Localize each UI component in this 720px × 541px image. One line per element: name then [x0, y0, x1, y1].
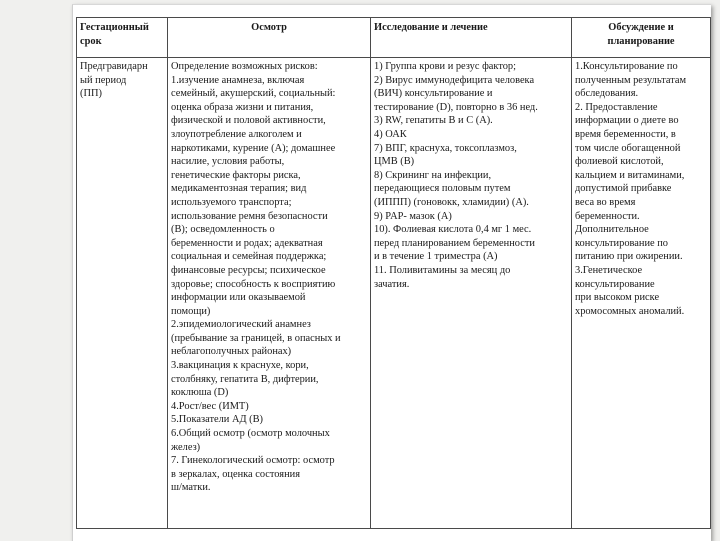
cell-line: беременности и родах; адекватная	[171, 237, 323, 249]
cell-line: 6.Общий осмотр (осмотр молочных	[171, 428, 330, 440]
cell-line: 1) Группа крови и резус фактор;	[374, 61, 517, 72]
cell-line: время беременности, в	[575, 128, 676, 140]
cell-line: наркотиками, курение (А); домашнее	[171, 142, 336, 154]
cell-line: передающиеся половым путем	[374, 183, 511, 195]
cell-line: 8) Скрининг на инфекции,	[374, 169, 492, 181]
cell-line: (ВИЧ) консультирование и	[374, 88, 493, 100]
cell-line: финансовые ресурсы; психическое	[171, 264, 326, 276]
pregravid-care-table	[76, 17, 711, 529]
cell-line: тестирование (D), повторно в 36 нед.	[374, 101, 538, 113]
table-row	[77, 58, 711, 529]
cell-line: 4) ОАК	[374, 128, 407, 140]
cell-research	[371, 58, 572, 529]
cell-line: допустимой прибавке	[575, 183, 672, 195]
cell-discussion	[572, 58, 711, 529]
cell-line: ый период	[80, 74, 127, 86]
header-discussion: Обсуждение и планирование	[572, 18, 711, 58]
cell-line: столбняку, гепатита В, дифтерии,	[171, 373, 319, 385]
cell-line: 9) PAP- мазок (А)	[374, 210, 452, 222]
cell-line: при высоком риске	[575, 292, 660, 304]
cell-line: и в течение 1 триместра (А)	[374, 251, 498, 263]
cell-line: медикаментозная терапия; вид	[171, 183, 307, 195]
cell-line: социальная и семейная поддержка;	[171, 251, 327, 263]
cell-line: зачатия.	[374, 278, 410, 290]
cell-line: 5.Показатели АД (В)	[171, 414, 263, 426]
cell-line: (ПП)	[80, 88, 102, 100]
cell-line: информации о диете во	[575, 115, 679, 127]
cell-line: физической и половой активности,	[171, 115, 326, 127]
document-page	[72, 4, 711, 541]
cell-line: Определение возможных рисков:	[171, 61, 318, 72]
header-exam: Осмотр	[168, 18, 371, 58]
cell-line: использование ремня безопасности	[171, 210, 328, 222]
cell-line: злоупотребление алкоголем и	[171, 128, 302, 140]
cell-line: желез)	[171, 441, 201, 453]
cell-line: Дополнительное	[575, 224, 649, 236]
header-term: Гестационный срок	[77, 18, 168, 58]
cell-term	[77, 58, 168, 529]
table-header-row	[77, 18, 711, 58]
cell-exam	[168, 58, 371, 529]
cell-line: 3.вакцинация к краснухе, кори,	[171, 360, 309, 372]
cell-line: веса во время	[575, 196, 636, 208]
cell-line: неблагополучных районах)	[171, 346, 292, 358]
cell-line: (В); осведомленность о	[171, 224, 275, 236]
cell-line: (пребывание за границей, в опасных и	[171, 332, 341, 344]
cell-line: 10). Фолиевая кислота 0,4 мг 1 мес.	[374, 224, 532, 236]
cell-line: Предгравидарн	[80, 61, 148, 72]
cell-line: коклюша (D)	[171, 387, 229, 399]
cell-line: оценка образа жизни и питания,	[171, 101, 314, 113]
cell-line: 7) ВПГ, краснуха, токсоплазмоз,	[374, 142, 517, 154]
cell-line: 3.Генетическое	[575, 264, 643, 276]
cell-line: генетические факторы риска,	[171, 169, 301, 181]
cell-line: 1.изучение анамнеза, включая	[171, 74, 305, 86]
cell-line: семейный, акушерский, социальный:	[171, 88, 336, 100]
cell-line: хромосомных аномалий.	[575, 305, 685, 317]
cell-line: здоровье; способность к восприятию	[171, 278, 336, 290]
cell-line: 11. Поливитамины за месяц до	[374, 264, 511, 276]
cell-line: 1.Консультирование по	[575, 61, 678, 72]
cell-line: консультирование по	[575, 237, 668, 249]
cell-line: обследования.	[575, 88, 639, 100]
cell-line: 4.Рост/вес (ИМТ)	[171, 400, 249, 412]
cell-line: насилие, условия работы,	[171, 156, 285, 168]
cell-line: питанию при ожирении.	[575, 251, 683, 263]
cell-line: в зеркалах, оценка состояния	[171, 468, 300, 480]
cell-line: информации или оказываемой	[171, 292, 306, 304]
cell-line: ш/матки.	[171, 482, 211, 494]
cell-line: 2.эпидемиологический анамнез	[171, 319, 311, 331]
cell-line: фолиевой кислотой,	[575, 156, 664, 168]
header-research: Исследование и лечение	[371, 18, 572, 58]
cell-line: беременности.	[575, 210, 640, 222]
cell-line: ЦМВ (В)	[374, 156, 415, 168]
cell-line: 7. Гинекологический осмотр: осмотр	[171, 455, 335, 467]
cell-line: консультирование	[575, 278, 655, 290]
cell-line: кальцием и витаминами,	[575, 169, 685, 181]
cell-line: 2. Предоставление	[575, 101, 658, 113]
cell-line: (ИППП) (гоновокк, хламидии) (А).	[374, 196, 529, 208]
cell-line: 2) Вирус иммунодефицита человека	[374, 74, 535, 86]
cell-line: полученным результатам	[575, 74, 687, 86]
cell-line: том числе обогащенной	[575, 142, 681, 154]
cell-line: помощи)	[171, 305, 211, 317]
cell-line: перед планированием беременности	[374, 237, 535, 249]
cell-line: 3) RW, гепатиты В и С (А).	[374, 115, 493, 127]
cell-line: используемого транспорта;	[171, 196, 292, 208]
